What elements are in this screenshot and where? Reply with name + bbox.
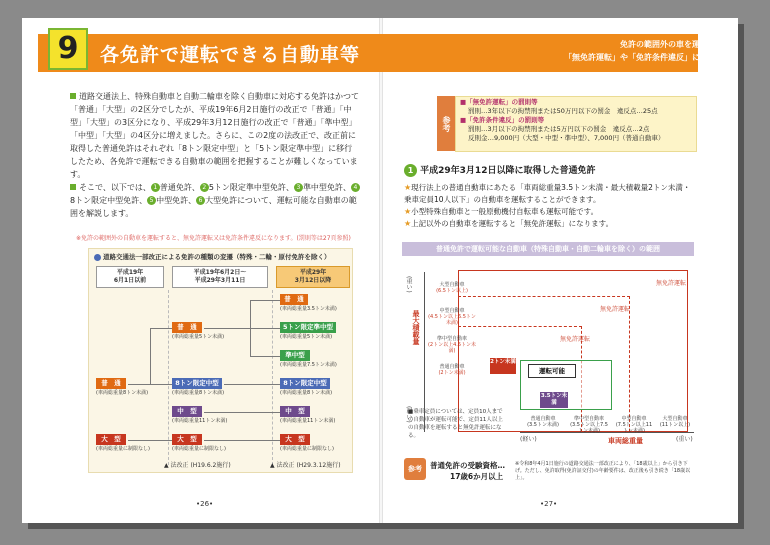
x-category-2 xyxy=(568,416,610,434)
item-4: 8トン限定中型免許 xyxy=(70,196,140,205)
y-axis-label: 最大積載量 xyxy=(412,310,420,345)
bullet-3 xyxy=(404,218,696,230)
book-gutter xyxy=(379,18,383,523)
item-3: 準中型免許 xyxy=(302,183,343,192)
y-futsu-sub: (2トン未満) xyxy=(438,370,466,376)
header-note xyxy=(480,38,740,64)
y-category-chu xyxy=(426,308,478,326)
summary-end-text: について、運転可能な自動車の範囲を解説します。 xyxy=(70,196,357,218)
license-dai-new: 大 型 xyxy=(280,434,310,445)
arrow-line xyxy=(250,300,280,301)
x2-sub: (3.5トン以上7.5トン未満) xyxy=(570,422,608,434)
x-axis-label: 車両総重量 xyxy=(608,437,643,445)
caption-nolimit-col2: (車両総重量に制限なし) xyxy=(172,446,226,452)
caption-8t-col2: (車両総重量8トン未満) xyxy=(172,390,225,396)
exam-note: ※令和8年4月1日施行の道路交通法一部改正により、「18歳以上」から引き下げ。ただし、免許取得(免許証交付)の年齢要件は、改正後も引き続き「18歳以上」。 xyxy=(515,461,691,481)
bullet-square-icon xyxy=(70,184,76,190)
penalty-line-3: 反則金…9,000円（大型・中型・準中型）、7,000円（普通自動車） xyxy=(468,134,665,142)
exam-eligibility xyxy=(430,460,505,482)
caption-11t-col3: (車両総重量11トン未満) xyxy=(280,418,336,424)
y-futsu-text: 普通自動車 xyxy=(439,364,465,370)
label-mumenkyo-2: 無免許運転 xyxy=(600,306,631,313)
column-header-pre-h19: 平成19年 6月1日以前 xyxy=(96,266,164,288)
arrow-line xyxy=(250,328,251,356)
x1-text: 普通自動車 xyxy=(530,416,556,422)
caption-8t-col3: (車両総重量8トン未満) xyxy=(280,390,333,396)
left-footnote: ※免許の範囲外の自動車を運転すると、無免許運転又は免許条件違反になります。(罰則等は27頁参照) xyxy=(76,235,351,242)
star-icon: ★ xyxy=(404,183,412,192)
header-note-line1: 免許の範囲外の車を運転すると、 xyxy=(620,40,740,49)
label-ok: 運転可能 xyxy=(528,364,576,378)
x3-sub: (7.5トン以上11トン未満) xyxy=(615,422,653,434)
x2-text: 準中型自動車 xyxy=(573,416,604,422)
revision-1-text: 法改正 (H19.6.2施行) xyxy=(170,462,231,469)
number-4-icon: 4 xyxy=(351,183,360,192)
reference-tag: 参考 xyxy=(437,96,455,151)
star-icon: ★ xyxy=(404,207,412,216)
bullet-1-text: 現行法上の普通自動車にあたる「車両総重量3.5トン未満・最大積載量2トン未満・乗車定員10人以下」の自動車を運転することができます。 xyxy=(404,183,691,204)
license-chu-mid: 中 型 xyxy=(172,406,202,417)
section-1-icon: 1 xyxy=(404,164,417,177)
arrow-line xyxy=(250,300,251,328)
arrow-line xyxy=(150,328,172,329)
license-jun: 準中型 xyxy=(280,350,310,361)
penalty-heading-2: ■「免許条件違反」の罰則等 xyxy=(460,116,545,124)
caption-75t: (車両総重量7.5トン未満) xyxy=(280,362,337,368)
arrow-line xyxy=(204,328,280,329)
divider xyxy=(272,290,273,465)
header-note-line2: 「無免許運転」や「免許条件違反」になります！ xyxy=(564,53,740,62)
arrow-line xyxy=(204,412,280,413)
exam-eligibility-label: 普通免許の受験資格… xyxy=(430,461,505,470)
item-5: 中型免許 xyxy=(156,196,189,205)
column-header-h19-h29: 平成19年6月2日～ 平成29年3月11日 xyxy=(172,266,268,288)
arrow-line xyxy=(128,440,172,441)
caption-11t-col2: (車両総重量11トン未満) xyxy=(172,418,228,424)
x1-sub: (3.5トン未満) xyxy=(527,422,559,428)
license-futsu-new: 普 通 xyxy=(280,294,308,305)
caption-nolimit-col3: (車両総重量に制限なし) xyxy=(280,446,334,452)
license-dai-mid: 大 型 xyxy=(172,434,202,445)
revision-note-1: ▲ 法改正 (H19.6.2施行) xyxy=(164,462,231,469)
revision-note-2: ▲ 法改正 (H29.3.12施行) xyxy=(270,462,341,469)
label-mumenkyo-3: 無免許運転 xyxy=(560,336,591,343)
penalty-list xyxy=(460,98,696,143)
x4-text: 大型自動車 xyxy=(662,416,688,422)
penalty-heading-1-text: 「無免許運転」の罰則等 xyxy=(466,98,538,106)
x-light-label: (軽い) xyxy=(520,436,537,443)
license-futsu-old: 普 通 xyxy=(96,378,126,389)
penalty-heading-1: ■「無免許運転」の罰則等 xyxy=(460,98,538,106)
y-jun-text: 準中型自動車 xyxy=(436,336,467,342)
number-2-icon: 2 xyxy=(200,183,209,192)
section-title-text: 平成29年3月12日以降に取得した普通免許 xyxy=(420,166,596,176)
history-diagram-title xyxy=(94,252,331,262)
tag-35t: 3.5トン未満 xyxy=(540,393,568,406)
revision-2-text: 法改正 (H29.3.12施行) xyxy=(276,462,341,469)
license-chu8-new: 8トン限定中型 xyxy=(280,378,330,389)
penalty-line-2: 罰則…3月以下の拘禁刑または5万円以下の罰金 違反点…2点 xyxy=(468,125,650,133)
y-chu-sub: (4.5トン以上6.5トン未満) xyxy=(428,314,476,326)
caption-35t: (車両総重量3.5トン未満) xyxy=(280,306,337,312)
history-title-text: 道路交通法一部改正による免許の種類の変遷（特殊・二輪・原付免許を除く） xyxy=(103,253,331,261)
x-category-4 xyxy=(656,416,694,428)
penalty-line-1: 罰則…3年以下の拘禁刑または50万円以下の罰金 違反点…25点 xyxy=(468,107,658,115)
star-icon: ★ xyxy=(404,219,412,228)
y-jun-sub: (2トン以上4.5トン未満) xyxy=(427,342,477,354)
arrow-line xyxy=(204,440,280,441)
exam-eligibility-age: 17歳6か月以上 xyxy=(450,472,504,481)
summary-paragraph: そこで、以下では、 1 普通免許、 2 5トン限定準中型免許、 3 準中型免許、 48トン限定中型免許、 5 中型免許、 6 大型免許について、運転可能な自動車の範囲を解説します。 xyxy=(70,181,360,220)
item-2: 5トン限定準中型免許 xyxy=(208,183,286,192)
caption-5t-col3: (車両総重量5トン未満) xyxy=(280,334,333,340)
arrow-line xyxy=(150,328,151,384)
range-chart-title: 普通免許で運転可能な自動車（特殊自動車・自動二輪車を除く）の範囲 xyxy=(402,242,694,256)
license-futsu-mid: 普 通 xyxy=(172,322,202,333)
y-dai-sub: (6.5トン以上) xyxy=(436,288,468,294)
bullet-3-text: 上記以外の自動車を運転すると「無免許運転」になります。 xyxy=(411,219,614,228)
caption-nolimit-col1: (車両総重量に制限なし) xyxy=(96,446,150,452)
caption-8t-col1: (車両総重量8トン未満) xyxy=(96,390,149,396)
column-header-post-h29: 平成29年 3月12日以降 xyxy=(276,266,350,288)
intro-text: 道路交通法上、特殊自動車と自動二輪車を除く自動車に対応する免許はかつて「普通」「大型」の2区分でしたが、平成19年6月2日施行の改正で「普通」「中型」「大型」の3区分になり、平成29年3月12日施行の改正で「普通」「準中型」「中型」「大型」の4区分に増えました。さらに、この2度の法改正で、改正前に取得した普通免許はそれぞれ「8トン限定中型」と「5トン限定準中型」に移行したため、各免許で運転できる自動車の範囲を把握することが難しくなっています。 xyxy=(70,92,359,179)
page-title: 各免許で運転できる自動車等 xyxy=(100,44,361,66)
section-bullets xyxy=(404,182,696,230)
tag-2t: 2トン未満 xyxy=(490,358,516,374)
y-heavy-label: (重い) xyxy=(405,276,412,293)
license-dai-old: 大 型 xyxy=(96,434,126,445)
summary-text: そこで、以下では、 xyxy=(79,183,151,192)
number-6-icon: 6 xyxy=(196,196,205,205)
capacity-note: ■乗車定員については、定員10人までの自動車が運転可能で、定員11人以上の自動車を運転すると無免許運転になる。 xyxy=(408,409,503,439)
page-number-right: •27• xyxy=(540,500,558,508)
x-heavy-label: (重い) xyxy=(676,436,693,443)
item-6: 大型免許 xyxy=(205,196,238,205)
bullet-2-text: 小型特殊自動車と一般原動機付自転車も運転可能です。 xyxy=(411,207,599,216)
x-category-3 xyxy=(614,416,654,434)
circle-bullet-icon xyxy=(94,254,101,261)
x4-sub: (11トン以上) xyxy=(659,422,691,428)
divider xyxy=(168,290,169,465)
y-category-dai xyxy=(430,282,474,294)
bullet-1 xyxy=(404,182,696,206)
number-1-icon: 1 xyxy=(151,183,160,192)
x-category-1 xyxy=(522,416,564,428)
reference-tag-2: 参考 xyxy=(404,458,426,480)
y-light-label: (軽い) xyxy=(405,406,412,423)
arrow-line xyxy=(250,356,280,357)
y-category-jun xyxy=(426,336,478,354)
license-chu-new: 中 型 xyxy=(280,406,310,417)
section-heading xyxy=(404,163,595,177)
bullet-2 xyxy=(404,206,696,218)
x3-text: 中型自動車 xyxy=(621,416,647,422)
bullet-square-icon xyxy=(70,93,76,99)
number-3-icon: 3 xyxy=(294,183,303,192)
item-1: 普通免許 xyxy=(159,183,192,192)
section-number: 9 xyxy=(48,28,88,70)
caption-5t-col2: (車両総重量5トン未満) xyxy=(172,334,225,340)
arrow-line xyxy=(224,384,280,385)
penalty-heading-2-text: 「免許条件違反」の罰則等 xyxy=(466,116,545,124)
license-chu8-mid: 8トン限定中型 xyxy=(172,378,222,389)
license-jun5: 5トン限定準中型 xyxy=(280,322,336,333)
y-dai-text: 大型自動車 xyxy=(439,282,465,288)
label-mumenkyo-1: 無免許運転 xyxy=(656,280,687,287)
number-5-icon: 5 xyxy=(147,196,156,205)
y-category-futsu xyxy=(430,364,474,376)
page-number-left: •26• xyxy=(196,500,214,508)
y-chu-text: 中型自動車 xyxy=(439,308,465,314)
arrow-line xyxy=(128,384,172,385)
intro-paragraph xyxy=(70,90,360,181)
